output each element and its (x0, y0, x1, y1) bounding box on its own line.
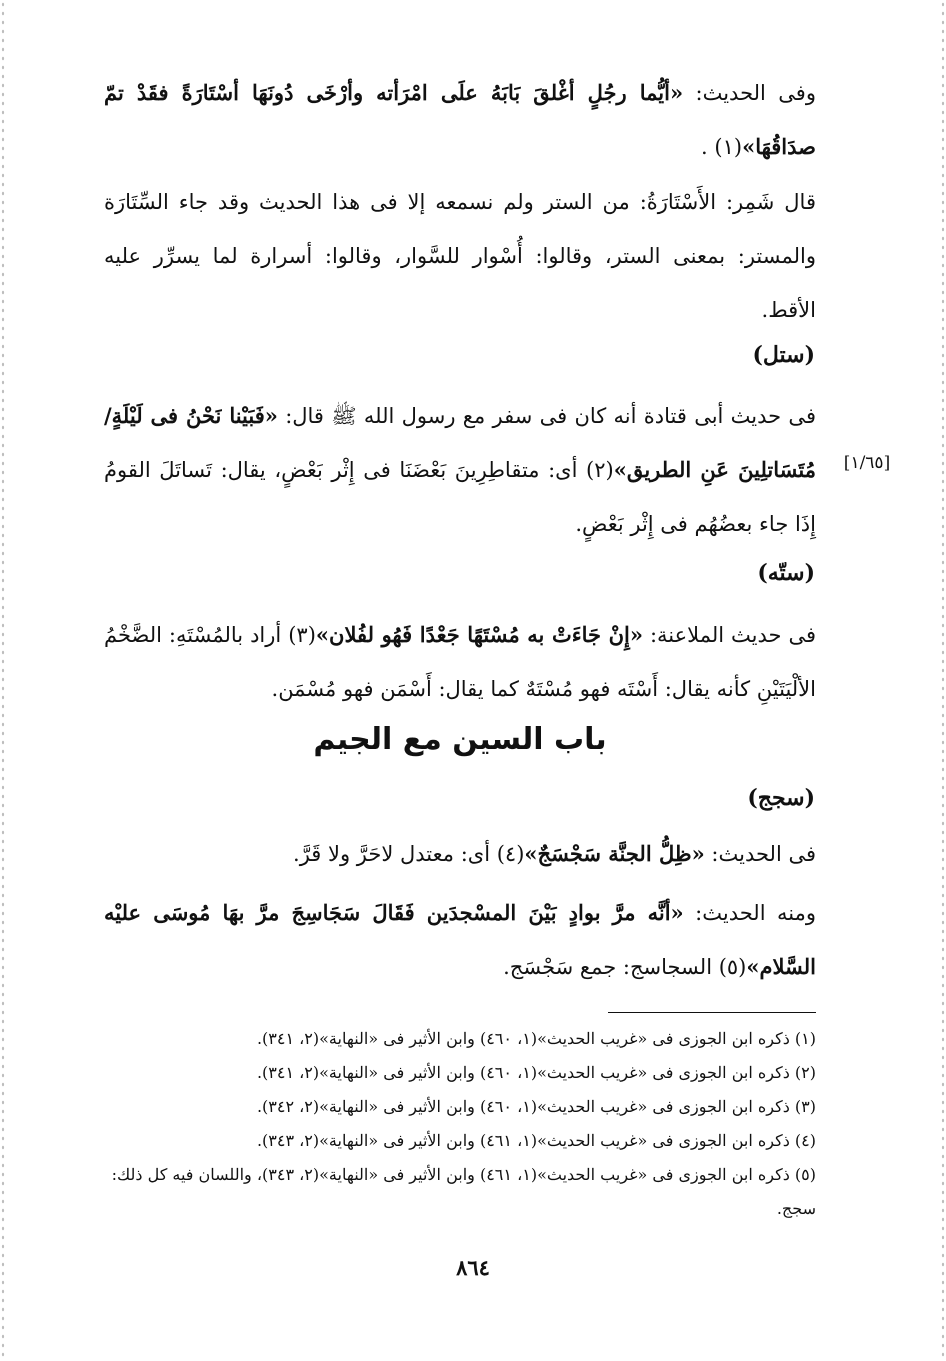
chapter-title: باب السين مع الجيم (313, 722, 607, 757)
commentary-text: قال شَمِر: الأَسْتَارَةُ: من الستر ولم نسمعه إلا فى هذا الحديث وقد جاء السِّتَارَة والمستر: بمعنى الستر، وقالوا: أُسْوار للسَّوار، وقالوا: أسرارة لما يسرِّر عليه الأقط. (104, 190, 816, 322)
paragraph-hadith-musa (104, 886, 816, 994)
paragraph-hadith-qatada (104, 389, 816, 551)
hadith-intro: فى الحديث: (711, 842, 816, 866)
page-number: ٨٦٤ (456, 1255, 490, 1280)
hadith-intro: ومنه الحديث: (695, 901, 816, 925)
hadith-explanation: (٢) أى: متقاطِرِينَ بَعْضَنَا فى إِثْر بَعْضٍ، يقال: تَساتَلَ القومُ إِذَا جاء بعضُهُم فى إِثْر بَعْضٍ. (104, 458, 816, 536)
margin-reference: [١/٦٥] (843, 453, 891, 473)
hadith-quote: «أنَّه مرَّ بوادٍ بَيْنَ المسْجدَين فَقَالَ سَجَاسِجَ مرَّ بهَا مُوسَى عليْه السَّلام» (104, 900, 816, 979)
hadith-explanation: (٣) أراد بالمُسْتَهِ: الضَّخْمُ الألْيَتَيْنِ كأنه يقال: أَسْتَه فهو مُسْتَهٌ كما يقال: أَسْمَن فهو مُسْمَن. (104, 623, 816, 701)
hadith-quote: «فَبَيْنا نَحْنُ فى لَيْلَةٍ/ مُتَسَاتلِينَ عَنِ الطريق» (104, 403, 816, 482)
entry-heading-satl: (ستل) (752, 342, 815, 368)
footnote-4: (٤) ذكره ابن الجوزى فى «غريب الحديث»(١، ٤٦١) وابن الأثير فى «النهاية»(٢، ٣٤٣). (256, 1131, 816, 1150)
entry-heading-sajaj: (سجج) (747, 785, 815, 811)
hadith-intro: فى حديث الملاعنة: (649, 623, 817, 647)
hadith-quote: «إِنْ جَاءَتْ به مُسْتَهًا جَعْدًا فَهُو لفُلان» (315, 622, 643, 647)
hadith-explanation: (٤) أى: معتدل لاحَرَّ ولا قَرَّ. (293, 842, 525, 866)
hadith-intro: وفى الحديث: (695, 81, 816, 105)
paragraph-hadith-mulaana (104, 608, 816, 716)
footnote-separator (608, 1012, 816, 1013)
scan-edge-left (0, 0, 6, 1361)
footnotes (104, 1022, 816, 1226)
footnote-5: (٥) ذكره ابن الجوزى فى «غريب الحديث»(١، ٤٦١) وابن الأثير فى «النهاية»(٢، ٣٤٣)، واللسان فيه كل ذلك: سجج. (111, 1165, 816, 1218)
footnote-1: (١) ذكره ابن الجوزى فى «غريب الحديث»(١، ٤٦٠) وابن الأثير فى «النهاية»(٢، ٣٤١). (256, 1029, 816, 1048)
footnote-3: (٣) ذكره ابن الجوزى فى «غريب الحديث»(١، ٤٦٠) وابن الأثير فى «النهاية»(٢، ٣٤٢). (256, 1097, 816, 1116)
scan-edge-right (940, 0, 946, 1361)
hadith-intro: فى حديث أبى قتادة أنه كان فى سفر مع رسول الله ﷺ قال: (285, 404, 816, 428)
footnote-ref-1: (١) . (701, 135, 743, 159)
paragraph-shamir-commentary (104, 175, 816, 337)
paragraph-hadith-sitara (104, 66, 816, 174)
paragraph-hadith-sajsaj (104, 827, 816, 881)
footnote-2: (٢) ذكره ابن الجوزى فى «غريب الحديث»(١، ٤٦٠) وابن الأثير فى «النهاية»(٢، ٣٤١). (256, 1063, 816, 1082)
hadith-quote: «أيُّما رجُلٍ أغْلقَ بَابَهُ علَى امْرَأته وأرْخَى دُونَهَا أسْتَارَةً فقَدْ تمّ صدَاقُهَا» (104, 80, 816, 159)
hadith-explanation: (٥) السجاسج: جمع سَجْسَج. (503, 955, 747, 979)
entry-heading-satah: (ستّه) (757, 560, 815, 586)
hadith-quote: «ظِلُّ الجنَّة سَجْسَجٌ» (524, 841, 705, 866)
